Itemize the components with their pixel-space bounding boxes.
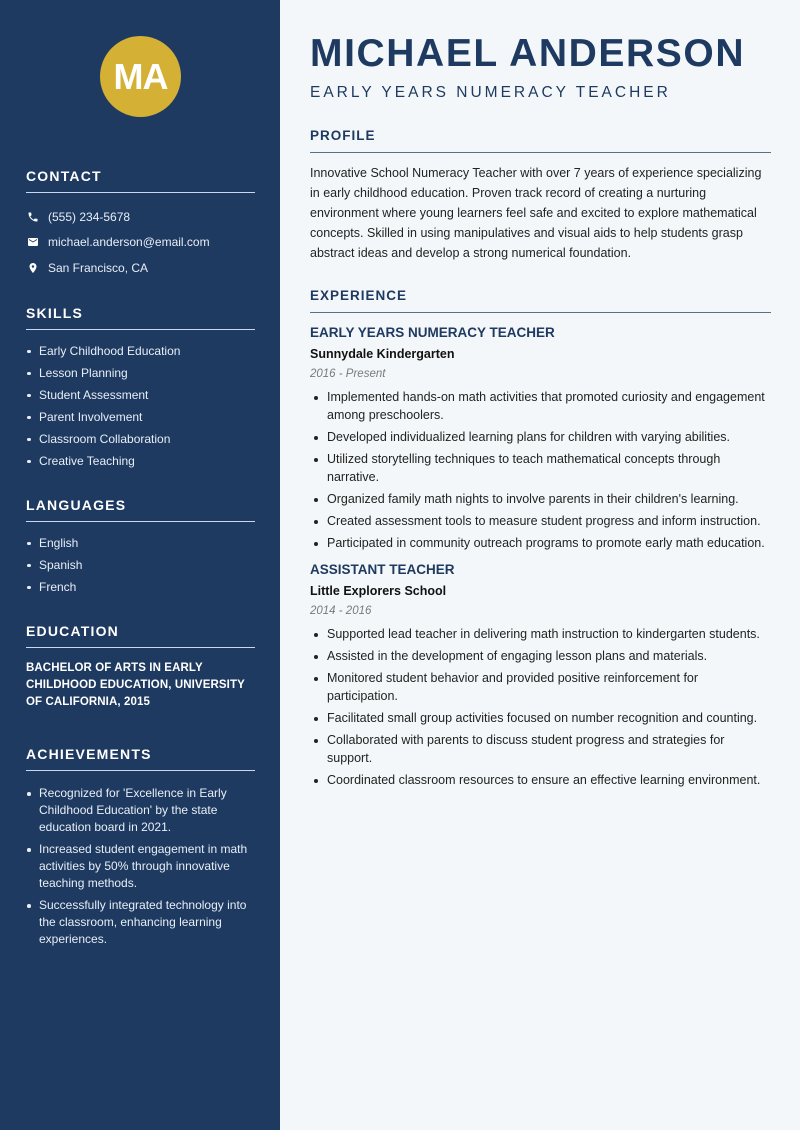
achievement-item: Recognized for 'Excellence in Early Childhood Education' by the state education board in 2021. [26,785,255,836]
job-dates: 2016 - Present [310,368,386,380]
achievement-item: Increased student engagement in math activities by 50% through innovative teaching methods. [26,841,255,892]
duty-item: Implemented hands-on math activities that promoted curiosity and engagement among preschoolers. [310,388,771,424]
profile-section [310,128,771,263]
section-title-profile: PROFILE [310,128,771,153]
contact-section [26,168,255,281]
duty-item: Monitored student behavior and provided positive reinforcement for participation. [310,669,771,705]
skill-item: Early Childhood Education [26,340,255,362]
candidate-role: EARLY YEARS NUMERACY TEACHER [310,84,671,101]
achievements-section [26,746,255,953]
achievements-list [26,785,255,948]
job-entry [310,562,771,789]
job-title: ASSISTANT TEACHER [310,562,455,577]
skill-item: Lesson Planning [26,362,255,384]
skills-list [26,340,255,472]
experience-section [310,288,771,793]
duty-item: Coordinated classroom resources to ensure an effective learning environment. [310,771,771,789]
section-title-languages: LANGUAGES [26,497,255,522]
job-entry [310,325,771,552]
duty-item: Collaborated with parents to discuss student progress and strategies for support. [310,731,771,767]
skill-item: Student Assessment [26,384,255,406]
section-title-contact: CONTACT [26,168,255,193]
contact-location [26,255,255,281]
duty-item: Created assessment tools to measure student progress and inform instruction. [310,512,771,530]
section-title-education: EDUCATION [26,623,255,648]
contact-location-text: San Francisco, CA [48,260,149,275]
job-title: EARLY YEARS NUMERACY TEACHER [310,325,555,340]
contact-phone [26,204,255,230]
language-item: French [26,576,255,598]
job-company: Sunnydale Kindergarten [310,347,455,361]
language-item: Spanish [26,554,255,576]
duty-item: Assisted in the development of engaging lesson plans and materials. [310,647,771,665]
job-duties [310,388,771,552]
job-duties [310,625,771,789]
languages-section [26,497,255,598]
contact-email [26,230,255,256]
duty-item: Developed individualized learning plans for children with varying abilities. [310,428,771,446]
language-item: English [26,532,255,554]
phone-icon [26,210,40,224]
contact-email-text[interactable]: michael.anderson@email.com [48,235,210,250]
contact-list [26,204,255,281]
job-company: Little Explorers School [310,584,447,598]
avatar [100,36,181,117]
location-pin-icon [26,261,40,275]
section-title-experience: EXPERIENCE [310,288,771,313]
duty-item: Utilized storytelling techniques to teach mathematical concepts through narrative. [310,450,771,486]
duty-item: Organized family math nights to involve parents in their children's learning. [310,490,771,508]
candidate-name: MICHAEL ANDERSON [310,32,746,75]
education-section [26,623,255,711]
duty-item: Supported lead teacher in delivering math instruction to kindergarten students. [310,625,771,643]
skill-item: Creative Teaching [26,450,255,472]
email-icon [26,235,40,249]
skill-item: Classroom Collaboration [26,428,255,450]
duty-item: Facilitated small group activities focused on number recognition and counting. [310,709,771,727]
job-dates: 2014 - 2016 [310,605,372,617]
avatar-initials: MA [113,55,168,97]
skills-section [26,305,255,472]
duty-item: Participated in community outreach programs to promote early math education. [310,534,771,552]
contact-phone-text[interactable]: (555) 234-5678 [48,209,131,224]
achievement-item: Successfully integrated technology into the classroom, enhancing learning experiences. [26,897,255,948]
section-title-achievements: ACHIEVEMENTS [26,746,255,771]
sidebar [0,0,280,1130]
section-title-skills: SKILLS [26,305,255,330]
profile-summary: Innovative School Numeracy Teacher with over 7 years of experience specializing in early childhood education. Proven track record of creating a nurturing environment where young learners feel safe and excited to explore mathematical concepts. Skilled in using manipulatives and visual aids to help students grasp abstract ideas and develop a strong numerical foundation. [310,166,762,260]
skill-item: Parent Involvement [26,406,255,428]
education-degree: BACHELOR OF ARTS IN EARLY CHILDHOOD EDUCATION, UNIVERSITY OF CALIFORNIA, 2015 [26,662,245,708]
languages-list [26,532,255,598]
